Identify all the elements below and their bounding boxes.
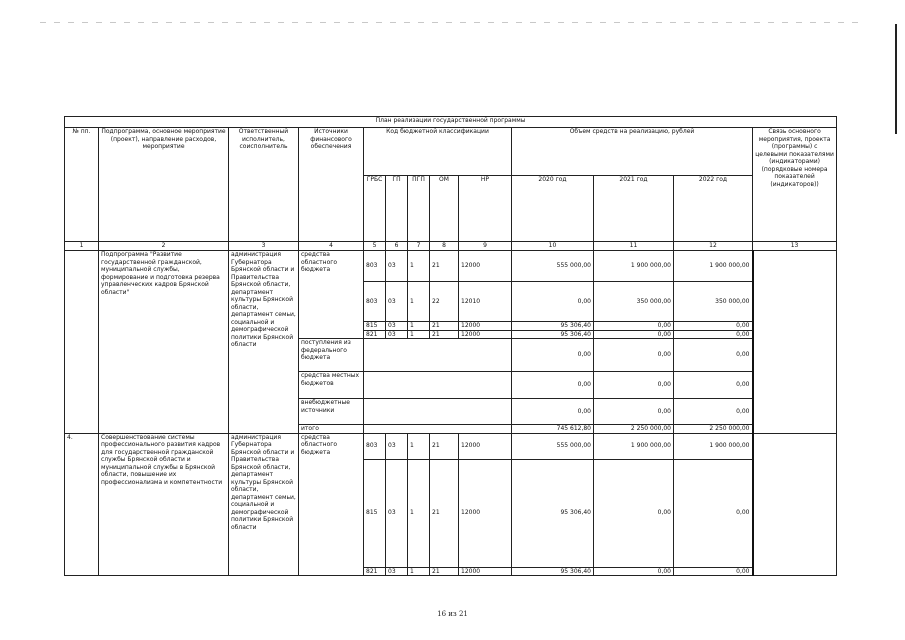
amount-2020: 95 306,40 (512, 459, 594, 567)
responsible-executor: администрация Губернатора Брянской области и Правительства Брянской области, департамент культуры Брянской области, департамент семьи, социальной и демографической политики Брянской области (229, 251, 299, 434)
header-source: Источники финансового обеспечения (299, 128, 364, 242)
header-om: ОМ (430, 176, 459, 242)
amount-2021: 0,00 (594, 330, 674, 339)
amount-2022: 0,00 (674, 330, 753, 339)
code-pgp: 1 (408, 322, 430, 331)
funding-source: средства областного бюджета (299, 433, 364, 576)
code-grbs: 803 (364, 282, 386, 322)
code-om: 21 (430, 459, 459, 567)
amount-2021: 1 900 000,00 (594, 433, 674, 459)
code-grbs: 821 (364, 330, 386, 339)
scan-edge-mark (895, 24, 897, 134)
amount-2020: 95 306,40 (512, 322, 594, 331)
page-number: 16 из 21 (437, 610, 468, 618)
code-grbs: 815 (364, 459, 386, 567)
amount-2022: 0,00 (674, 322, 753, 331)
code-gp: 03 (386, 459, 408, 567)
header-2021: 2021 год (594, 176, 674, 242)
code-grbs: 803 (364, 251, 386, 282)
scan-noise-line (40, 22, 860, 23)
amount-2022: 0,00 (674, 567, 753, 576)
amount-2021: 1 900 000,00 (594, 251, 674, 282)
budget-code-empty (364, 399, 512, 425)
amount-2021: 0,00 (594, 372, 674, 399)
header-grbs: ГРБС (364, 176, 386, 242)
budget-code-empty (364, 339, 512, 372)
column-number: 13 (753, 242, 837, 251)
amount-2020: 95 306,40 (512, 330, 594, 339)
code-nr: 12000 (459, 251, 512, 282)
code-pgp: 1 (408, 251, 430, 282)
document-sheet (64, 116, 836, 576)
code-om: 22 (430, 282, 459, 322)
column-number-row (65, 242, 837, 251)
code-om: 21 (430, 251, 459, 282)
amount-2020: 555 000,00 (512, 251, 594, 282)
funding-source: средства местных бюджетов (299, 372, 364, 399)
column-number: 10 (512, 242, 594, 251)
header-program: Подпрограмма, основное мероприятие (проект), направление расходов, мероприятие (99, 128, 229, 242)
activity-title: Совершенствование системы профессионального развития кадров для государственной гражданской службы Брянской области и муниципальной службы в Брянской области, повышение их профессионализма и компетентности (99, 433, 229, 576)
row-number (65, 251, 99, 434)
amount-2020: 555 000,00 (512, 433, 594, 459)
amount-2021: 0,00 (594, 322, 674, 331)
amount-2021: 0,00 (594, 399, 674, 425)
funding-source: средства областного бюджета (299, 251, 364, 339)
code-om: 21 (430, 330, 459, 339)
budget-code-empty (364, 372, 512, 399)
column-number: 11 (594, 242, 674, 251)
total-2021: 2 250 000,00 (594, 425, 674, 434)
amount-2022: 350 000,00 (674, 282, 753, 322)
header-pgp: ПГП (408, 176, 430, 242)
code-om: 21 (430, 567, 459, 576)
program-plan-table (64, 116, 837, 576)
code-gp: 03 (386, 251, 408, 282)
amount-2022: 0,00 (674, 372, 753, 399)
header-budget-code: Код бюджетной классификации (364, 128, 512, 176)
indicator-link (753, 433, 837, 576)
table-title: План реализации государственной программы (65, 117, 837, 128)
code-pgp: 1 (408, 330, 430, 339)
code-nr: 12000 (459, 567, 512, 576)
column-number: 3 (229, 242, 299, 251)
code-gp: 03 (386, 567, 408, 576)
funding-source: поступления из федерального бюджета (299, 339, 364, 372)
code-nr: 12000 (459, 322, 512, 331)
column-number: 7 (408, 242, 430, 251)
total-2022: 2 250 000,00 (674, 425, 753, 434)
code-grbs: 815 (364, 322, 386, 331)
code-nr: 12000 (459, 330, 512, 339)
amount-2022: 1 900 000,00 (674, 251, 753, 282)
code-pgp: 1 (408, 567, 430, 576)
table-row (65, 251, 837, 282)
column-number: 6 (386, 242, 408, 251)
responsible-executor: администрация Губернатора Брянской области и Правительства Брянской области, департамент культуры Брянской области, департамент семьи, социальной и демографической политики Брянской области (229, 433, 299, 576)
amount-2022: 0,00 (674, 459, 753, 567)
header-gp: ГП (386, 176, 408, 242)
amount-2022: 0,00 (674, 399, 753, 425)
column-number: 8 (430, 242, 459, 251)
header-2020: 2020 год (512, 176, 594, 242)
code-pgp: 1 (408, 433, 430, 459)
amount-2022: 0,00 (674, 339, 753, 372)
code-pgp: 1 (408, 459, 430, 567)
code-pgp: 1 (408, 282, 430, 322)
amount-2021: 0,00 (594, 459, 674, 567)
code-grbs: 821 (364, 567, 386, 576)
amount-2020: 0,00 (512, 282, 594, 322)
code-om: 21 (430, 433, 459, 459)
header-nr: НР (459, 176, 512, 242)
amount-2020: 0,00 (512, 339, 594, 372)
code-nr: 12000 (459, 459, 512, 567)
subprogram-title: Подпрограмма "Развитие государственной гражданской, муниципальной службы, формирование и подготовка резерва управленческих кадров Брянской области" (99, 251, 229, 434)
code-om: 21 (430, 322, 459, 331)
amount-2020: 95 306,40 (512, 567, 594, 576)
total-label: итого (299, 425, 364, 434)
column-number: 2 (99, 242, 229, 251)
amount-2021: 0,00 (594, 339, 674, 372)
header-link: Связь основного мероприятия, проекта (программы) с целевыми показателями (индикаторами) (порядковые номера показателей (индикаторов)) (753, 128, 837, 242)
column-number: 1 (65, 242, 99, 251)
amount-2020: 0,00 (512, 372, 594, 399)
indicator-link (753, 251, 837, 434)
code-nr: 12000 (459, 433, 512, 459)
funding-source: внебюджетные источники (299, 399, 364, 425)
amount-2020: 0,00 (512, 399, 594, 425)
header-volume: Объем средств на реализацию, рублей (512, 128, 753, 176)
column-number: 5 (364, 242, 386, 251)
row-number: 4. (65, 433, 99, 576)
code-gp: 03 (386, 322, 408, 331)
header-num: № пп. (65, 128, 99, 242)
amount-2021: 0,00 (594, 567, 674, 576)
column-number: 4 (299, 242, 364, 251)
amount-2022: 1 900 000,00 (674, 433, 753, 459)
header-2022: 2022 год (674, 176, 753, 242)
code-grbs: 803 (364, 433, 386, 459)
budget-code-empty (364, 425, 512, 434)
code-gp: 03 (386, 433, 408, 459)
amount-2021: 350 000,00 (594, 282, 674, 322)
code-gp: 03 (386, 282, 408, 322)
column-number: 9 (459, 242, 512, 251)
header-executor: Ответственный исполнитель, соисполнитель (229, 128, 299, 242)
total-2020: 745 612,80 (512, 425, 594, 434)
code-nr: 12010 (459, 282, 512, 322)
table-row (65, 433, 837, 459)
column-number: 12 (674, 242, 753, 251)
code-gp: 03 (386, 330, 408, 339)
